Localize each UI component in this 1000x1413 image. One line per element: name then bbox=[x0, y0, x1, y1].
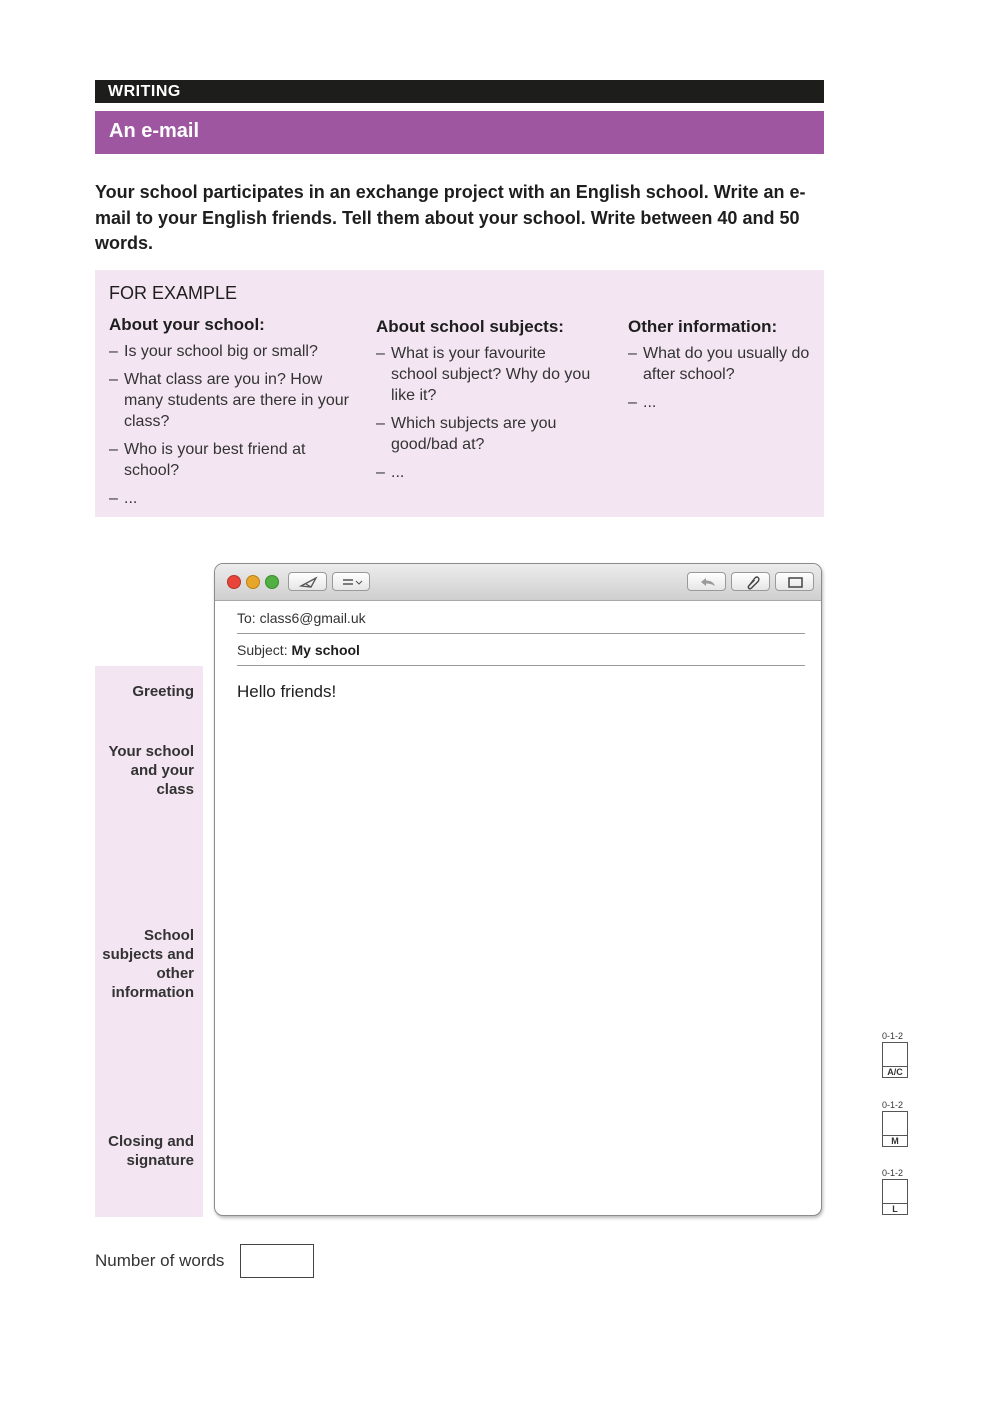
reply-icon bbox=[688, 573, 727, 592]
section-header: WRITING bbox=[95, 80, 824, 103]
example-column-school bbox=[109, 314, 349, 516]
example-box bbox=[95, 270, 824, 517]
word-count-label: Number of words bbox=[95, 1251, 225, 1270]
example-column-other bbox=[628, 316, 818, 420]
subject-value: My school bbox=[291, 642, 360, 658]
mark-box-m bbox=[882, 1100, 912, 1147]
mark-input[interactable] bbox=[882, 1111, 908, 1147]
email-toolbar bbox=[215, 564, 821, 601]
close-dot-icon[interactable] bbox=[227, 575, 241, 589]
example-column-title: About your school: bbox=[109, 315, 265, 334]
mark-code: L bbox=[883, 1203, 907, 1214]
mark-code: M bbox=[883, 1135, 907, 1146]
mark-input[interactable] bbox=[882, 1042, 908, 1078]
label-subjects-info: School subjects and other information bbox=[102, 927, 194, 1001]
format-icon bbox=[333, 573, 371, 592]
example-question: – What class are you in? How many students are there in your class? bbox=[109, 369, 349, 432]
format-button[interactable] bbox=[332, 572, 370, 591]
subject-field[interactable] bbox=[237, 642, 805, 666]
label-greeting: Greeting bbox=[132, 683, 194, 700]
mark-box-l bbox=[882, 1168, 912, 1215]
label-closing: Closing and signature bbox=[108, 1133, 194, 1169]
example-question: – ... bbox=[628, 392, 818, 413]
to-field[interactable] bbox=[237, 610, 805, 634]
example-question: – What is your favourite school subject? Why do you like it? bbox=[376, 343, 596, 406]
email-body[interactable]: Hello friends! bbox=[237, 682, 337, 701]
maximize-dot-icon[interactable] bbox=[265, 575, 279, 589]
label-school-class: Your school and your class bbox=[108, 743, 194, 798]
example-question: – Who is your best friend at school? bbox=[109, 439, 349, 481]
example-question: – Which subjects are you good/bad at? bbox=[376, 413, 596, 455]
to-label: To: bbox=[237, 610, 256, 626]
mark-box-ac bbox=[882, 1031, 912, 1078]
to-value: class6@gmail.uk bbox=[259, 610, 366, 626]
mark-code: A/C bbox=[883, 1066, 907, 1077]
example-question: – ... bbox=[376, 462, 596, 483]
example-question: – ... bbox=[109, 488, 349, 509]
task-instructions: Your school participates in an exchange project with an English school. Write an e-mail to your English friends. Tell them about your school. Write between 40 and 50 words. bbox=[95, 182, 806, 253]
window-icon bbox=[776, 573, 815, 592]
example-question: – Is your school big or small? bbox=[109, 341, 349, 362]
reply-button[interactable] bbox=[687, 572, 726, 591]
example-question: – What do you usually do after school? bbox=[628, 343, 818, 385]
mark-input[interactable] bbox=[882, 1179, 908, 1215]
attach-button[interactable] bbox=[731, 572, 770, 591]
example-heading: FOR EXAMPLE bbox=[109, 283, 238, 303]
window-button[interactable] bbox=[775, 572, 814, 591]
mark-range: 0-1-2 bbox=[882, 1168, 904, 1178]
minimize-dot-icon[interactable] bbox=[246, 575, 260, 589]
mark-range: 0-1-2 bbox=[882, 1031, 904, 1041]
subject-label: Subject: bbox=[237, 642, 288, 658]
structure-labels bbox=[95, 666, 203, 1217]
example-column-title: About school subjects: bbox=[376, 317, 564, 336]
send-icon bbox=[289, 573, 328, 592]
word-count-input[interactable] bbox=[240, 1244, 314, 1278]
example-column-title: Other information: bbox=[628, 317, 778, 336]
send-button[interactable] bbox=[288, 572, 327, 591]
email-window bbox=[214, 563, 822, 1216]
example-column-subjects bbox=[376, 316, 596, 490]
paperclip-icon bbox=[732, 573, 771, 592]
task-title: An e-mail bbox=[95, 111, 824, 154]
mark-range: 0-1-2 bbox=[882, 1100, 904, 1110]
